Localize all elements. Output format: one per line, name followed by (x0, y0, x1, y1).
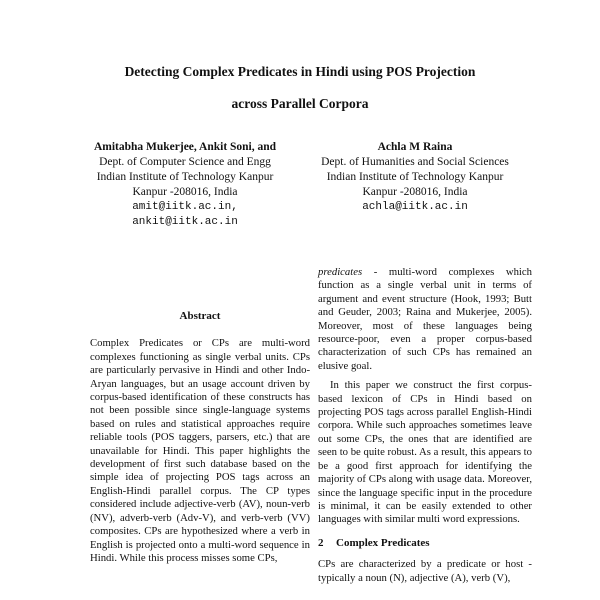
section-2-title: Complex Predicates (336, 536, 430, 549)
section-2-heading (318, 537, 532, 550)
section-2-number: 2 (318, 536, 324, 549)
right-column (318, 266, 532, 585)
author-1-name: Amitabha Mukerjee, Ankit Soni, and (93, 141, 277, 153)
author-2-institute: Indian Institute of Technology Kanpur (326, 171, 504, 183)
author-block-1 (65, 140, 305, 230)
intro-paragraph-2: In this paper we construct the first corpus-based lexicon of CPs in Hindi based on projecting POS tags across parallel English-Hindi corpora. While such approaches sometimes leave out some CPs, the ones that are identified are seen to be quite robust. As a result, this appears to be a good first approach for identifying the majority of CPs along with usage data. Moreover, since the language specific input in the procedure is minimal, it can be easily extended to other languages with similar multi word expressions. (318, 379, 532, 526)
author-2-place: Kanpur -208016, India (362, 186, 468, 198)
author-2-name: Achla M Raina (377, 141, 453, 153)
author-1-institute: Indian Institute of Technology Kanpur (96, 171, 274, 183)
author-1-email-1: amit@iitk.ac.in, (132, 201, 238, 213)
paper-title-line-1: Detecting Complex Predicates in Hindi using POS Projection (124, 64, 476, 79)
paper-title-line-2: across Parallel Corpora (231, 96, 369, 111)
author-2-email: achla@iitk.ac.in (362, 201, 468, 213)
intro-italic-term: predicates (318, 266, 363, 278)
abstract-text: Complex Predicates or CPs are multi-word complexes functioning as single verbal units. CPs are particularly pervasive in Hindi and other Indo-Aryan languages, but an usage account driven by corpus-based identification of these constructs has not been possible since single-language systems based on rules and statistical approaches require reliable tools (POS taggers, parsers, etc.) that are unavailable for Hindi. This paper highlights the development of first such database based on the simple idea of projecting POS tags across an English-Hindi parallel corpus. The CP types considered include adjective-verb (AV), noun-verb (NV), adverb-verb (Adv-V), and verb-verb (VV) composites. CPs are hypothesized where a verb in English is projected onto a multi-word sequence in Hindi. While this process misses some CPs, (90, 337, 310, 564)
author-2-dept: Dept. of Humanities and Social Sciences (321, 156, 509, 168)
section-2-text: CPs are characterized by a predicate or host - typically a noun (N), adjective (A), verb (V), (318, 558, 532, 584)
author-1-dept: Dept. of Computer Science and Engg (99, 156, 271, 168)
author-1-place: Kanpur -208016, India (132, 186, 238, 198)
author-block-2 (295, 140, 535, 215)
abstract-heading: Abstract (179, 310, 221, 322)
author-1-email-2: ankit@iitk.ac.in (132, 216, 238, 228)
left-column (90, 308, 310, 565)
intro-paragraph-1-text: - multi-word complexes which function as a single verbal unit in terms of argument and event structure (Hook, 1993; Butt and Geuder, 2003; Raina and Mukerjee, 2005). Moreover, most of these languages being resource-poor, even a proper corpus-based characterization of such CPs has remained an elusive goal. (318, 266, 532, 372)
intro-paragraph-1 (318, 266, 532, 373)
